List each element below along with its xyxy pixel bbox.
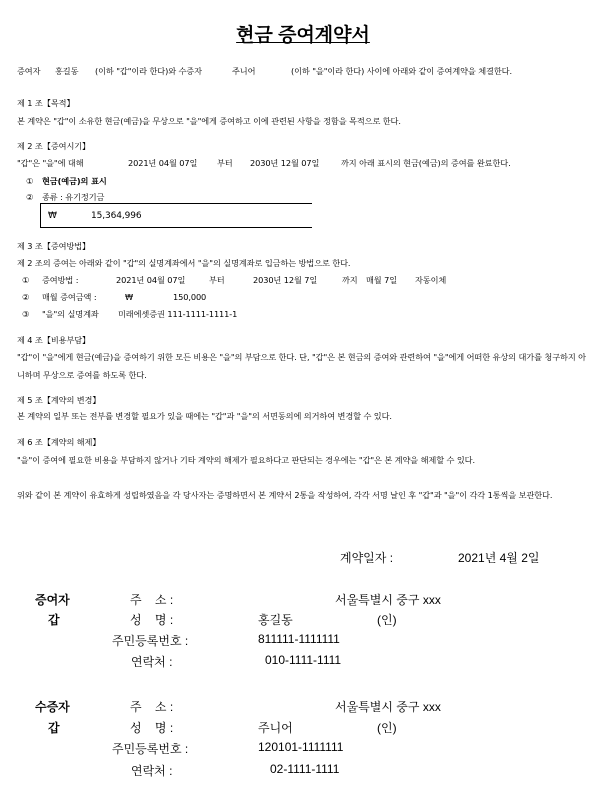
donee-name: 주니어 <box>258 721 293 735</box>
article-3-r1-num: ① <box>22 275 30 285</box>
donor-party: 갑 <box>48 613 60 627</box>
article-3-r1-end: 2030년 12월 7일 <box>253 275 318 285</box>
article-3-r1-from: 부터 <box>209 275 225 285</box>
article-6-body: "을"이 증여에 필요한 비용을 부담하지 않거나 기타 계약의 해제가 필요하다고 판단되는 경우에는 "갑"은 본 계약을 해제할 수 있다. <box>17 455 475 465</box>
intro-donee-name: 주니어 <box>232 66 256 76</box>
donee-name-label: 성 명 : <box>130 721 174 735</box>
donor-phone: 010-1111-1111 <box>265 653 342 667</box>
article-3-r2-currency: ₩ <box>125 292 133 302</box>
article-5-body: 본 계약의 일부 또는 전부를 변경할 필요가 있을 때에는 "갑"과 "을"의 서면동의에 의거하여 변경할 수 있다. <box>17 411 392 421</box>
article-6-heading: 제 6 조【계약의 해제】 <box>17 437 101 447</box>
intro-donor-label: 증여자 <box>17 66 41 76</box>
donor-phone-label: 연락처 : <box>131 655 173 669</box>
donee-rrn-label: 주민등록번호 : <box>112 742 189 756</box>
amount-value: 15,364,996 <box>91 211 142 221</box>
article-2-start-date: 2021년 04월 07일 <box>128 158 198 168</box>
donor-rrn: 811111-1111111 <box>258 632 340 646</box>
article-2-item2-num: ② <box>26 192 34 202</box>
article-3-r1-until: 까지 <box>342 275 358 285</box>
article-2-end-date: 2030년 12월 07일 <box>250 158 320 168</box>
article-3-heading: 제 3 조【증여방법】 <box>17 241 91 251</box>
article-3-r2-label: 매월 증여금액 : <box>42 292 97 302</box>
article-3-r3-num: ③ <box>22 309 30 319</box>
contract-date-value: 2021년 4월 2일 <box>458 551 540 565</box>
contract-date-label: 계약일자 : <box>340 551 394 565</box>
donor-address: 서울특별시 중구 xxx <box>335 593 441 607</box>
donee-rrn: 120101-1111111 <box>258 740 344 754</box>
intro-donor-alias: (이하 "갑"이라 한다)와 수증자 <box>95 66 202 76</box>
article-4-body: "갑"이 "을"에게 현금(예금)을 증여하기 위한 모든 비용은 "을"의 부담으로 한다. 단, "갑"은 본 현금의 증여와 관련하여 "을"에게 어떠한 유상의 대가를 청구하지 아니하며 무상으로 증여를 하도록 한다. <box>17 352 586 380</box>
article-3-body: 제 2 조의 증여는 아래와 같이 "갑"의 실명계좌에서 "을"의 실명계좌로 입금하는 방법으로 한다. <box>17 258 351 268</box>
article-4-heading: 제 4 조【비용부담】 <box>17 335 91 345</box>
donor-rrn-label: 주민등록번호 : <box>112 634 189 648</box>
article-2-item1-num: ① <box>26 176 34 186</box>
article-2-item1: 현금(예금)의 표시 <box>42 176 107 186</box>
article-3-r2-num: ② <box>22 292 30 302</box>
article-5-heading: 제 5 조【계약의 변경】 <box>17 395 101 405</box>
article-2-lead: "갑"은 "을"에 대해 <box>17 158 84 168</box>
article-3-r1-start: 2021년 04월 07일 <box>116 275 186 285</box>
article-3-r1-label: 증여방법 : <box>42 275 79 285</box>
closing-text: 위와 같이 본 계약이 유효하게 성립하였음을 각 당사자는 증명하면서 본 계약서 2통을 작성하여, 각각 서명 날인 후 "갑"과 "을"이 각각 1통씩을 보관한다. <box>17 490 553 500</box>
intro-rest: (이하 "을"이라 한다) 사이에 아래와 같이 증여계약을 체결한다. <box>291 66 512 76</box>
donee-address: 서울특별시 중구 xxx <box>335 700 441 714</box>
donee-party: 갑 <box>48 721 60 735</box>
article-3-r3-account: 미래에셋증권 111-1111-1111-1 <box>118 309 238 319</box>
article-2-item2: 종류 : 유기정기금 <box>42 192 105 202</box>
donee-phone-label: 연락처 : <box>131 764 173 778</box>
article-2-from: 부터 <box>217 158 233 168</box>
article-3-r2-amount: 150,000 <box>173 292 207 302</box>
document-title: 현금 증여계약서 <box>236 25 370 46</box>
donee-phone: 02-1111-1111 <box>270 762 340 776</box>
article-3-r1-freq: 매월 7일 <box>366 275 398 285</box>
article-3-r3-label: "을"의 실명계좌 <box>42 309 99 319</box>
amount-box <box>40 203 312 228</box>
donor-name-label: 성 명 : <box>130 613 174 627</box>
donor-role: 증여자 <box>35 593 70 607</box>
article-1-heading: 제 1 조【목적】 <box>17 98 75 108</box>
article-2-tail: 까지 아래 표시의 현금(예금)의 증여를 완료한다. <box>341 158 511 168</box>
article-1-body: 본 계약은 "갑"이 소유한 현금(예금)을 무상으로 "을"에게 증여하고 이에 관련된 사항을 정함을 목적으로 한다. <box>17 116 401 126</box>
donor-addr-label: 주 소 : <box>130 593 174 607</box>
article-3-r1-method: 자동이체 <box>415 275 447 285</box>
donee-seal: (인) <box>377 721 397 735</box>
amount-currency: ₩ <box>48 211 57 221</box>
donee-addr-label: 주 소 : <box>130 700 174 714</box>
donee-role: 수증자 <box>35 700 70 714</box>
donor-name: 홍길동 <box>258 613 293 627</box>
article-2-heading: 제 2 조【증여시기】 <box>17 141 91 151</box>
donor-seal: (인) <box>377 613 397 627</box>
intro-donor-name: 홍길동 <box>55 66 79 76</box>
